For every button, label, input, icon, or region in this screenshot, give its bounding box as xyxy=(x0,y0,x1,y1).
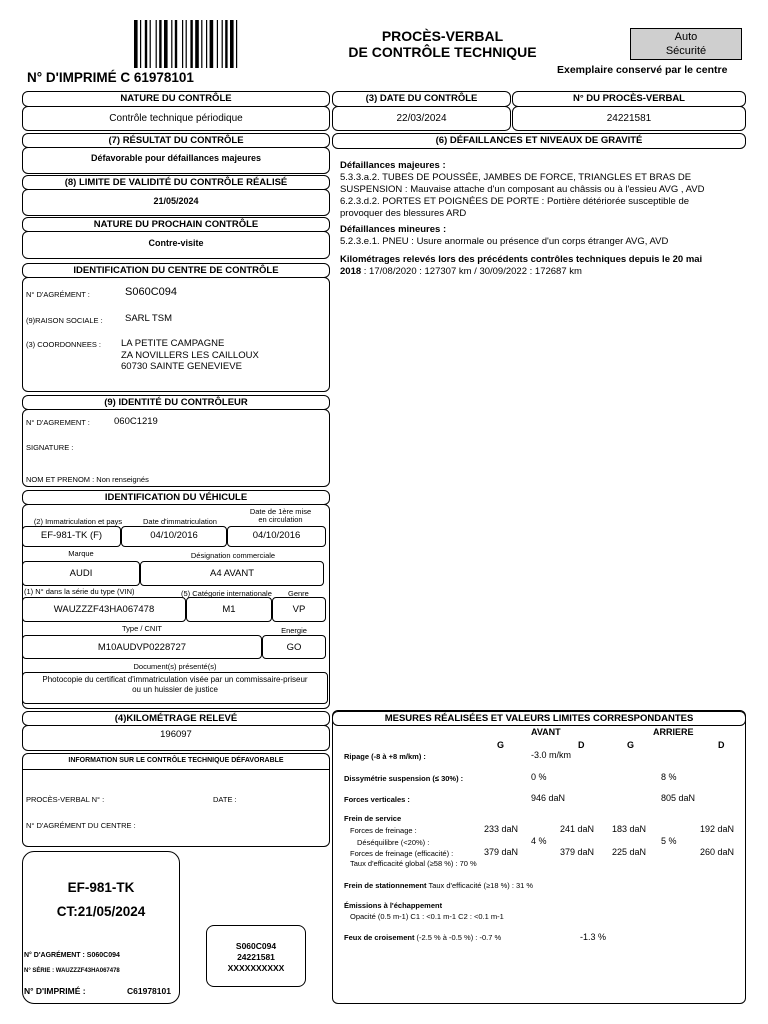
page-title xyxy=(330,28,555,60)
km-header: (4)KILOMÉTRAGE RELEVÉ xyxy=(22,711,330,726)
info-pv-label: PROCÈS-VERBAL N° : xyxy=(26,795,105,804)
ripage-label: Ripage (-8 à +8 m/km) : xyxy=(344,752,426,761)
km-line2-values: : 17/08/2020 : 127307 km / 30/09/2022 : 172687 km xyxy=(361,266,582,277)
col-ard: D xyxy=(718,740,725,750)
vignette-agrement: N° D'AGRÉMENT : S060C094 xyxy=(24,952,120,959)
majeures-line: SUSPENSION : Mauvaise attache d'un composant au châssis ou à l'essieu AVG , AVD xyxy=(340,184,705,195)
vignette-imprime-label: N° D'IMPRIMÉ : xyxy=(24,986,86,996)
brand-badge xyxy=(630,28,742,60)
centre-agrement-label: N° D'AGRÉMENT : xyxy=(26,290,90,299)
date-value: 22/03/2024 xyxy=(396,113,447,124)
feux-ar: -1.3 % xyxy=(580,932,607,942)
feux-av: (-2.5 % à -0.5 %) : -0.7 % xyxy=(414,933,502,942)
info-date-label: DATE : xyxy=(213,795,237,804)
energie-cell: GO xyxy=(262,635,326,659)
controleur-agrement-label: N° D'AGREMENT : xyxy=(26,418,90,427)
vin-label: (1) N° dans la série du type (VIN) xyxy=(24,587,135,596)
feux-label: Feux de croisement xyxy=(344,933,415,942)
majeures-line: provoquer des blessures ARD xyxy=(340,208,467,219)
info-divider xyxy=(22,769,330,770)
centre-agrement: S060C094 xyxy=(125,286,177,298)
km-line2 xyxy=(340,266,744,278)
vignette-imprime: C61978101 xyxy=(127,986,171,996)
date-1ere-label-line1: Date de 1ère mise xyxy=(249,507,312,516)
stationnement xyxy=(344,880,533,891)
vin-cell: WAUZZZF43HA067478 xyxy=(22,597,186,622)
vehicule-header: IDENTIFICATION DU VÉHICULE xyxy=(22,490,330,505)
dissym-av: 0 % xyxy=(531,772,547,782)
limite-header: (8) LIMITE DE VALIDITÉ DU CONTRÔLE RÉALISÉ xyxy=(22,175,330,190)
stamp-line1: S060C094 xyxy=(235,941,277,951)
date-1ere-label-line2: en circulation xyxy=(258,515,303,524)
date-1ere-cell: 04/10/2016 xyxy=(227,526,326,547)
frein-service: Frein de service xyxy=(344,814,402,823)
ff-avg: 233 daN xyxy=(484,824,519,834)
ff-avd: 241 daN xyxy=(560,824,595,834)
vignette-card xyxy=(22,851,180,1004)
centre-raison-label: (9)RAISON SOCIALE : xyxy=(26,316,103,325)
date-immat-cell: 04/10/2016 xyxy=(121,526,227,547)
col-arriere: ARRIERE xyxy=(653,727,694,737)
defaillances-header: (6) DÉFAILLANCES ET NIVEAUX DE GRAVITÉ xyxy=(332,133,746,149)
coord-line: ZA NOVILLERS LES CAILLOUX xyxy=(121,349,259,361)
stamp-line2: 24221581 xyxy=(237,952,275,962)
date-1ere-label xyxy=(233,508,328,524)
brand-line1: Auto xyxy=(674,31,698,43)
energie-label: Energie xyxy=(281,626,307,635)
col-avg: G xyxy=(497,740,505,750)
prochain-header: NATURE DU PROCHAIN CONTRÔLE xyxy=(22,217,330,232)
resultat-header: (7) RÉSULTAT DU CONTRÔLE xyxy=(22,133,330,148)
vignette-serie: N° SÉRIE : WAUZZZF43HA067478 xyxy=(24,968,120,974)
vignette-plate: EF-981-TK xyxy=(67,880,135,895)
stamp-line3: XXXXXXXXXX xyxy=(227,963,285,973)
stationnement-value: Taux d'efficacité (≥18 %) : 31 % xyxy=(426,881,534,890)
centre-header: IDENTIFICATION DU CENTRE DE CONTRÔLE xyxy=(22,263,330,278)
vignette-ct: CT:21/05/2024 xyxy=(56,904,146,919)
marque-cell: AUDI xyxy=(22,561,140,586)
feux xyxy=(344,932,501,943)
centre-coord xyxy=(121,338,259,373)
coord-line: LA PETITE CAMPAGNE xyxy=(121,338,225,349)
deseq-label: Déséquilibre (<20%) : xyxy=(357,838,430,847)
documents-line1: Photocopie du certificat d'immatriculation visée par un commissaire-priseur xyxy=(42,675,308,684)
documents-text xyxy=(22,675,328,695)
dissym-label: Dissymétrie suspension (≤ 30%) : xyxy=(344,774,464,783)
prochain-value: Contre-visite xyxy=(148,238,204,248)
ffe-avg: 379 daN xyxy=(484,847,519,857)
ripage-value: -3.0 m/km xyxy=(531,750,572,760)
majeures-line: 5.3.3.a.2. TUBES DE POUSSÉE, JAMBES DE FORCE, TRIANGLES ET BRAS DE xyxy=(340,172,692,183)
deseq-av: 4 % xyxy=(531,836,547,846)
controleur-header: (9) IDENTITÉ DU CONTRÔLEUR xyxy=(22,395,330,410)
ffe-avd: 379 daN xyxy=(560,847,595,857)
mineures-line: 5.2.3.e.1. PNEU : Usure anormale ou présence d'un corps étranger AVG, AVD xyxy=(340,236,669,247)
categorie-cell: M1 xyxy=(186,597,272,622)
brand-line2: Sécurité xyxy=(665,45,707,57)
col-avant: AVANT xyxy=(531,727,561,737)
date-header: (3) DATE DU CONTRÔLE xyxy=(332,91,511,107)
ff-arg: 183 daN xyxy=(612,824,647,834)
resultat-value: Défavorable pour défaillances majeures xyxy=(90,153,262,163)
signature-label: SIGNATURE : xyxy=(26,443,74,452)
pv-header: N° DU PROCÈS-VERBAL xyxy=(512,91,746,107)
immat-label: (2) Immatriculation et pays xyxy=(33,517,123,526)
documents-label: Document(s) présenté(s) xyxy=(133,662,217,671)
opacite: Opacité (0.5 m-1) C1 : <0.1 m-1 C2 : <0.1 m-1 xyxy=(350,912,504,921)
majeures-title: Défaillances majeures : xyxy=(340,160,446,171)
centre-coord-label: (3) COORDONNEES : xyxy=(26,340,102,349)
defaillances-content xyxy=(340,160,744,278)
forces-v-label: Forces verticales : xyxy=(344,795,410,804)
ff-ard: 192 daN xyxy=(700,824,735,834)
controleur-agrement: 060C1219 xyxy=(114,416,158,427)
categorie-label: (5) Catégorie internationale xyxy=(181,589,272,598)
ffe-ard: 260 daN xyxy=(700,847,735,857)
imprime-number: N° D'IMPRIMÉ C 61978101 xyxy=(27,70,194,85)
immat-cell: EF-981-TK (F) xyxy=(22,526,121,547)
forces-f-label: Forces de freinage : xyxy=(350,826,417,835)
nature-value: Contrôle technique périodique xyxy=(109,113,243,124)
forces-v-ar: 805 daN xyxy=(661,793,696,803)
col-avd: D xyxy=(578,740,585,750)
limite-value: 21/05/2024 xyxy=(153,196,199,206)
nom-label: NOM ET PRENOM : Non renseignés xyxy=(26,475,149,484)
km-line1: Kilométrages relevés lors des précédents contrôles techniques depuis le 20 mai xyxy=(340,254,703,265)
forces-v-av: 946 daN xyxy=(531,793,566,803)
mesures-header: MESURES RÉALISÉES ET VALEURS LIMITES CORRESPONDANTES xyxy=(332,711,746,726)
genre-label: Genre xyxy=(288,589,309,598)
type-label: Type / CNIT xyxy=(121,624,162,633)
designation-cell: A4 AVANT xyxy=(140,561,324,586)
type-cell: M10AUDVP0228727 xyxy=(22,635,262,659)
km-value: 196097 xyxy=(160,729,192,740)
marque-label: Marque xyxy=(68,549,94,558)
documents-line2: ou un huissier de justice xyxy=(132,685,218,694)
deseq-ar: 5 % xyxy=(661,836,677,846)
info-agrement-label: N° D'AGRÉMENT DU CENTRE : xyxy=(26,821,136,830)
centre-raison: SARL TSM xyxy=(125,313,172,324)
mineures-title: Défaillances mineures : xyxy=(340,224,447,235)
col-arg: G xyxy=(627,740,635,750)
barcode xyxy=(134,20,264,68)
title-line2: DE CONTRÔLE TECHNIQUE xyxy=(348,44,537,60)
majeures-line: 6.2.3.d.2. PORTES ET POIGNÉES DE PORTE : Portière détériorée susceptible de xyxy=(340,196,690,207)
km-line2-year: 2018 xyxy=(340,266,362,277)
nature-header: NATURE DU CONTRÔLE xyxy=(22,91,330,107)
pv-value: 24221581 xyxy=(606,113,652,124)
title-line1: PROCÈS-VERBAL xyxy=(381,28,504,44)
dissym-ar: 8 % xyxy=(661,772,677,782)
designation-label: Désignation commerciale xyxy=(190,551,276,560)
copy-note: Exemplaire conservé par le centre xyxy=(557,64,728,76)
emissions-label: Émissions à l'échappement xyxy=(344,901,443,910)
coord-line: 60730 SAINTE GENEVIEVE xyxy=(121,361,242,372)
ffe-label: Forces de freinage (efficacité) : xyxy=(350,849,454,858)
ffe-arg: 225 daN xyxy=(612,847,647,857)
stationnement-label: Frein de stationnement xyxy=(344,881,427,890)
info-defavorable-header: INFORMATION SUR LE CONTRÔLE TECHNIQUE DÉFAVORABLE xyxy=(68,757,284,764)
stamp-text xyxy=(206,941,306,974)
taux-global: Taux d'efficacité global (≥58 %) : 70 % xyxy=(350,859,477,868)
date-immat-label: Date d'immatriculation xyxy=(143,517,217,526)
genre-cell: VP xyxy=(272,597,326,622)
